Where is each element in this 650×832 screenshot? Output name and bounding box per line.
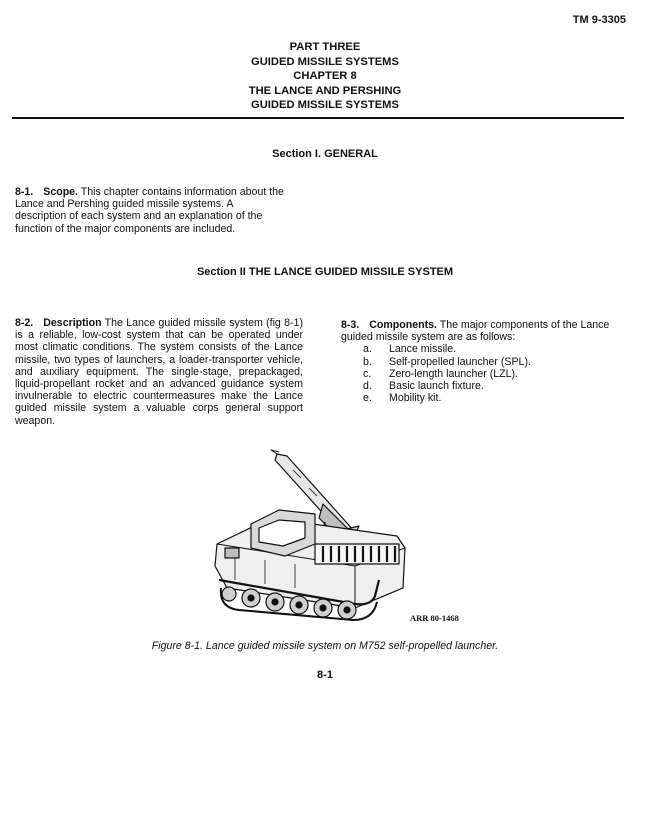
paragraph-text: This chapter contains information about the Lance and Pershing guided missile systems. A description of each system and an explanation of the function of the major components are included. [15, 186, 284, 235]
page-number: 8-1 [317, 669, 333, 681]
paragraph-components [341, 319, 625, 404]
paragraph-number: 8-3. [341, 319, 360, 331]
section-1-heading: Section I. GENERAL [272, 148, 378, 160]
list-item [341, 368, 625, 380]
chapter-title-block [0, 40, 650, 113]
list-item-text: Mobility kit. [389, 392, 442, 405]
figure-caption: Figure 8-1. Lance guided missile system on M752 self-propelled launcher. [151, 640, 499, 652]
list-item-text: Basic launch fixture. [389, 380, 484, 393]
chapter-number: CHAPTER 8 [293, 70, 357, 82]
list-item-text: Zero-length launcher (LZL). [389, 367, 518, 380]
paragraph-text: The Lance guided missile system (fig 8-1) is a reliable, low-cost system that can be operated under most climatic conditions. The system consists of the Lance missile, two types of launchers, a loader-transporter vehicle, and auxiliary equipment. The single-stage, prepackaged, liquid-propellant rocket and an advanced guidance system invulnerable to electric countermeasures make the Lance guided missile system a valuable corps general support weapon. [15, 317, 303, 427]
list-item-letter: e. [363, 392, 372, 405]
list-item-text: Self-propelled launcher (SPL). [389, 355, 531, 368]
document-id: TM 9-3305 [572, 14, 626, 26]
list-item [341, 380, 625, 392]
list-item-letter: d. [363, 380, 372, 393]
chapter-title-line-2: GUIDED MISSILE SYSTEMS [251, 99, 399, 111]
subject-title: GUIDED MISSILE SYSTEMS [251, 55, 399, 68]
components-list [341, 343, 625, 404]
list-item [341, 356, 625, 368]
section-2-heading: Section II THE LANCE GUIDED MISSILE SYSTEM [196, 266, 454, 278]
list-item-text: Lance missile. [389, 343, 457, 356]
list-item-letter: a. [363, 343, 372, 356]
components-intro [341, 319, 625, 343]
list-item-letter: b. [363, 355, 372, 368]
paragraph-heading: Components. [369, 319, 437, 331]
paragraph-heading: Description [43, 317, 102, 329]
title-divider [12, 117, 624, 119]
figure-code: ARR 80-1468 [410, 613, 459, 623]
paragraph-number: 8-2. [15, 317, 34, 329]
chapter-title-line-1: THE LANCE AND PERSHING [248, 84, 402, 97]
paragraph-number: 8-1. [15, 186, 34, 198]
paragraph-heading: Scope. [43, 186, 79, 198]
list-item [341, 343, 625, 355]
lance-launcher-illustration [205, 448, 445, 626]
list-item-letter: c. [363, 367, 372, 380]
paragraph-description [15, 317, 303, 427]
list-item [341, 392, 625, 404]
part-title: PART THREE [289, 41, 361, 53]
paragraph-scope [15, 186, 287, 235]
paragraph-text: The major components of the Lance guided missile system are as follows: [341, 319, 610, 344]
